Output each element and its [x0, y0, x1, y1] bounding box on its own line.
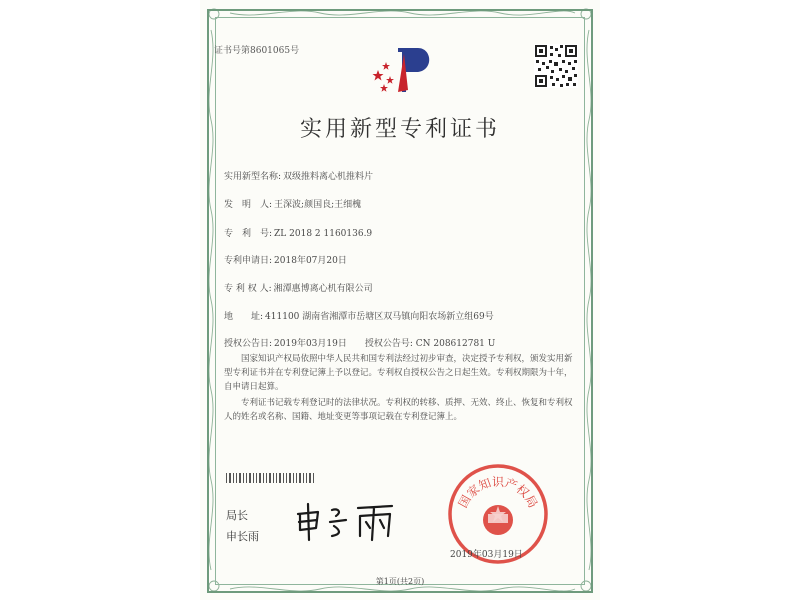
qr-code-icon: [534, 44, 578, 88]
field-value: 双级推料离心机推料片: [283, 172, 374, 182]
director-signature: [292, 500, 402, 544]
svg-text:国家知识产权局: [456, 475, 540, 510]
seal-text: 国家知识产权局: [455, 475, 541, 511]
seal-date: 2019年03月19日: [450, 550, 523, 560]
field-value: 2019年03月19日 授权公告号: CN 208612781 U: [274, 339, 496, 349]
certificate-title: 实用新型专利证书: [299, 117, 500, 142]
barcode-strip: [226, 473, 314, 483]
grant-paragraph: 国家知识产权局依照中华人民共和国专利法经过初步审查，决定授予专利权，颁发实用新型专利证书并在专利登记簿上予以登记。专利权自授权公告之日起生效。专利权期限为十年，自申请日起算。: [224, 354, 573, 392]
field-value: 2018年07月20日: [274, 256, 347, 266]
field-label: 专 利 权 人:: [224, 284, 272, 294]
field-application-date: [224, 253, 347, 266]
field-label: 地 址:: [224, 312, 264, 322]
field-patent-number: [224, 226, 372, 239]
field-label: 发 明 人:: [224, 200, 273, 210]
certificate-page: [200, 0, 600, 600]
legal-status-paragraph: 专利证书记载专利登记时的法律状况。专利权的转移、质押、无效、终止、恢复和专利权人的姓名或名称、国籍、地址变更等事项记载在专利登记簿上。: [224, 398, 573, 422]
field-label: 专利申请日:: [224, 256, 273, 266]
field-address: [224, 309, 494, 322]
page-number: 第1页(共2页): [375, 577, 425, 586]
field-grant-announcement: [224, 336, 495, 349]
certificate-number: 证书号第8601065号: [214, 46, 300, 56]
field-value: 湘潭惠博离心机有限公司: [273, 284, 373, 294]
field-label: 专 利 号:: [224, 229, 273, 239]
cnipa-logo-icon: [368, 44, 434, 96]
director-name: 申长雨: [226, 530, 259, 543]
field-patentee: [224, 281, 373, 294]
field-label: 授权公告日:: [224, 339, 273, 349]
field-value: ZL 2018 2 1160136.9: [274, 229, 373, 239]
field-utility-model-name: [224, 169, 373, 182]
field-label: 实用新型名称:: [224, 172, 282, 182]
field-value: 王深波;颜国良;王细槐: [274, 200, 362, 210]
field-value: 411100 湖南省湘潭市岳塘区双马镇向阳农场新立组69号: [265, 312, 494, 322]
field-inventors: [224, 197, 361, 210]
director-title: 局长: [226, 509, 248, 522]
